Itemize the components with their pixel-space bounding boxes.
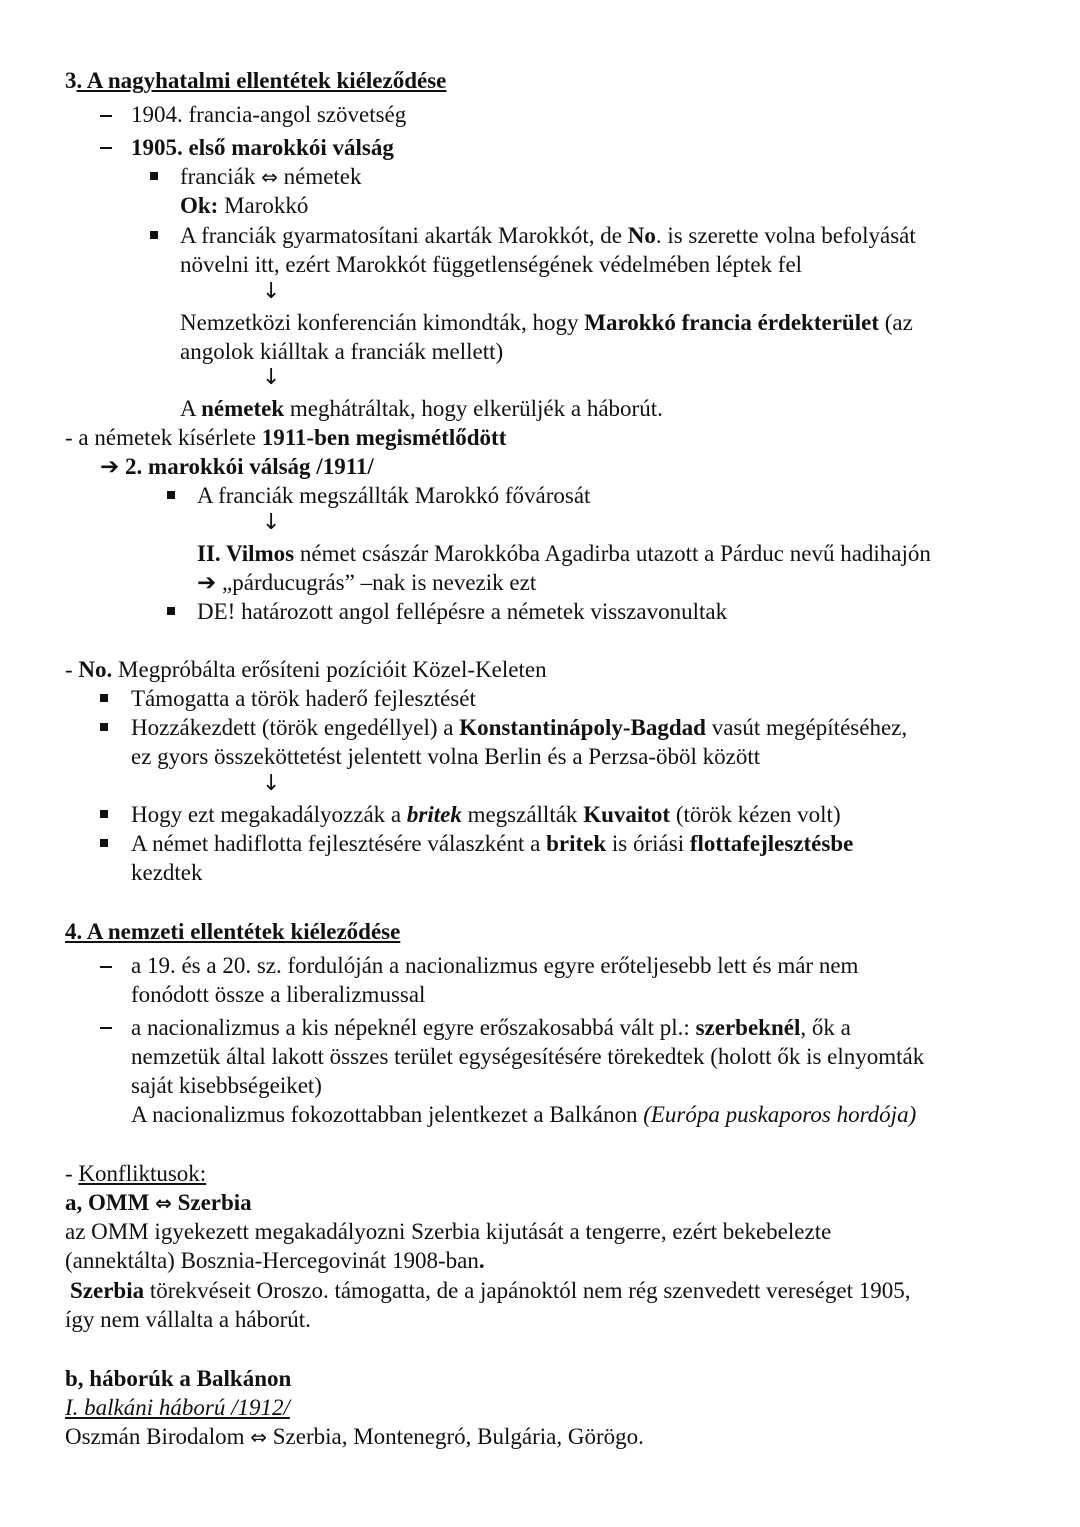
belligerents-line: Oszmán Birodalom ⇔ Szerbia, Montenegró, Bulgária, Görögo. — [65, 1424, 644, 1449]
down-arrow-icon: ↓ — [262, 365, 281, 390]
balkan-line: A nacionalizmus fokozottabban jelentkezet a Balkánon (Európa puskaporos hordója) — [131, 1102, 917, 1127]
right-arrow-icon: ➔ — [197, 570, 217, 596]
occupation-line: A franciák megszállták Marokkó fővárosát — [197, 483, 591, 508]
railway-line-1: Hozzákezdett (török engedéllyel) a Konstantinápoly-Bagdad vasút megépítéséhez, — [131, 715, 908, 740]
wilhelm-line: II. Vilmos német császár Marokkóba Agadirba utazott a Párduc nevű hadihajón — [197, 541, 931, 566]
square-bullet — [150, 231, 158, 239]
square-bullet — [100, 810, 108, 818]
double-arrow-icon: ⇔ — [250, 1425, 268, 1449]
conference-line-1: Nemzetközi konferencián kimondták, hogy Marokkó francia érdekterület (az — [180, 310, 913, 335]
conflicts-heading: - Konfliktusok: — [65, 1161, 207, 1186]
section-4-heading: 4. A nemzeti ellentétek kiéleződése — [65, 919, 401, 944]
near-east-line: - No. Megpróbálta erősíteni pozícióit Közel-Keleten — [65, 657, 547, 682]
square-bullet — [167, 607, 175, 615]
entente-1904: 1904. francia-angol szövetség — [131, 102, 407, 127]
conference-line-2: angolok kiálltak a franciák mellett) — [180, 339, 504, 364]
colonize-line-1: A franciák gyarmatosítani akarták Marokkót, de No. is szerette volna befolyását — [180, 223, 916, 248]
serbia-line-2: így nem vállalta a háborút. — [65, 1307, 311, 1332]
small-nations-line-2: nemzetük által lakott összes terület egységesítésére törekedtek (holott ők is elnyomták — [131, 1044, 925, 1069]
serbia-line-1: Szerbia törekvéseit Oroszo. támogatta, de a japánoktól nem rég szenvedett vereséget 1905, — [70, 1278, 911, 1303]
omm-serbia-heading: a, OMM ⇔ Szerbia — [65, 1190, 252, 1215]
square-bullet — [100, 694, 108, 702]
german-retreat: A németek meghátráltak, hogy elkerüljék a háborút. — [180, 396, 663, 421]
down-arrow-icon: ↓ — [262, 279, 281, 304]
railway-line-2: ez gyors összeköttetést jelentett volna Berlin és a Perzsa-öböl között — [131, 744, 761, 769]
down-arrow-icon: ↓ — [262, 510, 281, 535]
square-bullet — [150, 172, 158, 180]
square-bullet — [100, 839, 108, 847]
first-morocco-crisis: 1905. első marokkói válság — [131, 135, 394, 160]
down-arrow-icon: ↓ — [262, 771, 281, 796]
balkan-wars-heading: b, háborúk a Balkánon — [65, 1366, 292, 1391]
omm-line-2: (annektálta) Bosznia-Hercegovinát 1908-ban. — [65, 1248, 485, 1273]
fleet-line-2: kezdtek — [131, 860, 203, 885]
right-arrow-icon: ➔ — [100, 454, 120, 480]
square-bullet — [167, 491, 175, 499]
french-vs-german: franciák ⇔ németek — [180, 164, 362, 189]
turkish-army-line: Támogatta a török haderő fejlesztését — [131, 686, 476, 711]
kuwait-line: Hogy ezt megakadályozzák a britek megszállták Kuvaitot (török kézen volt) — [131, 802, 841, 827]
dash-bullet — [100, 966, 112, 968]
small-nations-line-3: saját kisebbségeiket) — [131, 1073, 322, 1098]
small-nations-line-1: a nacionalizmus a kis népeknél egyre erőszakosabbá vált pl.: szerbeknél, ők a — [131, 1015, 851, 1040]
double-arrow-icon: ⇔ — [155, 1191, 172, 1215]
colonize-line-2: növelni itt, ezért Marokkót függetlenségének védelmében léptek fel — [180, 252, 803, 277]
repeat-1911: - a németek kísérlete 1911-ben megismétlődött — [65, 425, 507, 450]
second-morocco-crisis: ➔ 2. marokkói válság /1911/ — [100, 454, 374, 480]
dash-bullet — [100, 115, 112, 117]
fleet-line-1: A német hadiflotta fejlesztésére válaszként a britek is óriási flottafejlesztésbe — [131, 831, 854, 856]
first-balkan-war: I. balkáni háború /1912/ — [65, 1395, 290, 1420]
square-bullet — [100, 723, 108, 731]
british-response: DE! határozott angol fellépésre a németek visszavonultak — [197, 599, 728, 624]
nationalism-line-2: fonódott össze a liberalizmussal — [131, 982, 426, 1007]
panther-jump-line: ➔ „párducugrás” –nak is nevezik ezt — [197, 570, 537, 596]
dash-bullet — [100, 1027, 112, 1029]
nationalism-line-1: a 19. és a 20. sz. fordulóján a nacionalizmus egyre erőteljesebb lett és már nem — [131, 953, 859, 978]
section-3-heading: 3. A nagyhatalmi ellentétek kiéleződése — [65, 68, 447, 93]
omm-line-1: az OMM igyekezett megakadályozni Szerbia kijutását a tengerre, ezért bekebelezte — [65, 1219, 832, 1244]
double-arrow-icon: ⇔ — [261, 165, 278, 189]
cause-line: Ok: Marokkó — [180, 193, 309, 218]
dash-bullet — [100, 147, 112, 149]
